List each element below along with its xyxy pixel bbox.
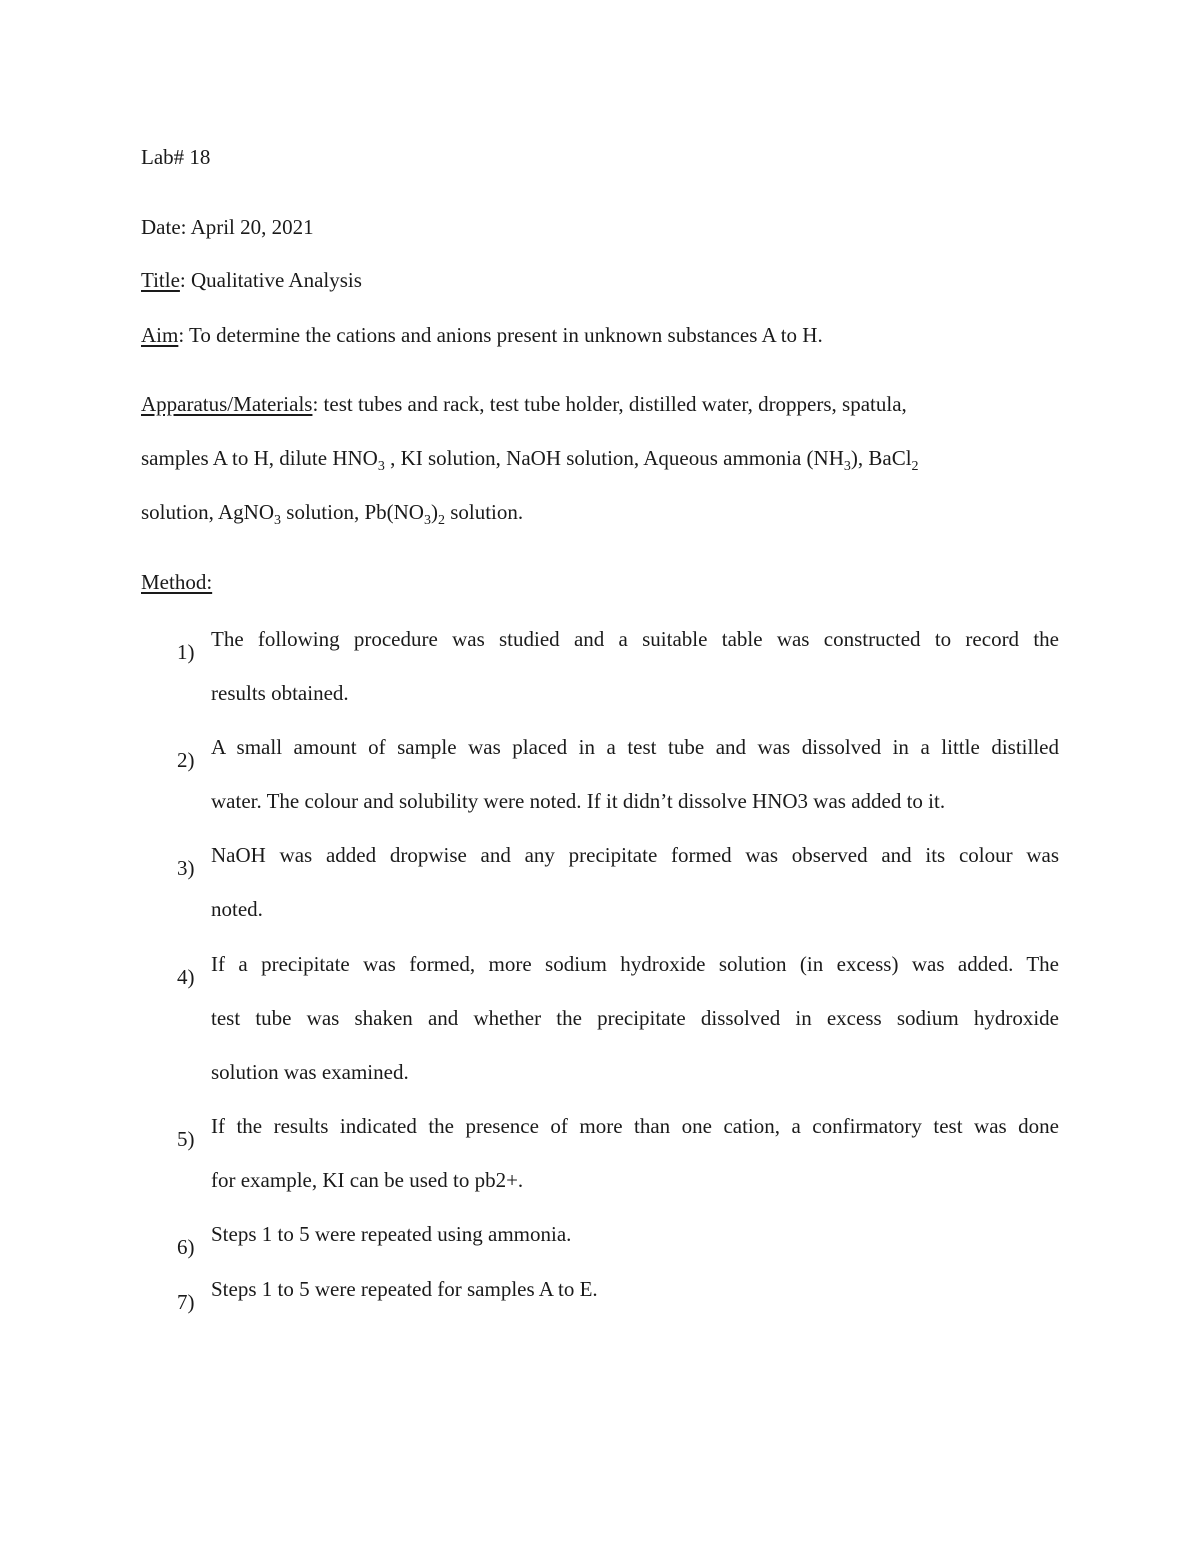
date-line: Date: April 20, 2021	[141, 215, 314, 239]
apparatus-line-1	[141, 391, 907, 417]
item-line: The following procedure was studied and a suitable table was constructed to record the	[211, 627, 1059, 651]
item-line: noted.	[211, 897, 263, 921]
item-text	[211, 1099, 1059, 1207]
apparatus-text-3b: solution, Pb(NO	[281, 500, 424, 524]
item-line: NaOH was added dropwise and any precipitate formed was observed and its colour was	[211, 843, 1059, 867]
item-text	[211, 937, 1059, 1099]
subscript: 2	[437, 513, 445, 529]
title-line	[141, 267, 362, 293]
title-label: Title	[141, 268, 180, 292]
item-text	[211, 720, 1059, 828]
item-number: 3)	[177, 856, 195, 880]
item-line: Steps 1 to 5 were repeated using ammonia.	[211, 1222, 572, 1246]
item-text	[211, 1262, 1059, 1316]
apparatus-text-2c: ), BaCl	[850, 446, 912, 470]
title-value: : Qualitative Analysis	[179, 268, 362, 292]
apparatus-label: Apparatus/Materials	[141, 392, 313, 416]
apparatus-text-2b: , KI solution, NaOH solution, Aqueous ammonia (NH	[384, 446, 844, 470]
aim-line	[141, 322, 823, 348]
aim-label: Aim	[141, 323, 179, 347]
subscript: 3	[274, 513, 282, 529]
item-number: 7)	[177, 1290, 195, 1314]
item-line: If the results indicated the presence of more than one cation, a confirmatory test was done	[211, 1114, 1059, 1138]
item-number: 4)	[177, 965, 195, 989]
apparatus-text-3d: solution.	[444, 500, 524, 524]
method-label: Method:	[141, 570, 213, 594]
item-number: 6)	[177, 1235, 195, 1259]
item-line: Steps 1 to 5 were repeated for samples A to E.	[211, 1277, 598, 1301]
apparatus-line-2	[141, 445, 919, 480]
subscript: 3	[377, 459, 385, 475]
item-number: 5)	[177, 1127, 195, 1151]
item-line: A small amount of sample was placed in a test tube and was dissolved in a little distilled	[211, 735, 1059, 759]
item-line: for example, KI can be used to pb2+.	[211, 1168, 524, 1192]
item-line: results obtained.	[211, 681, 349, 705]
apparatus-text-3a: solution, AgNO	[141, 500, 275, 524]
item-line: test tube was shaken and whether the precipitate dissolved in excess sodium hydroxide	[211, 1006, 1059, 1030]
apparatus-line-3	[141, 499, 523, 534]
item-text	[211, 1207, 1059, 1261]
method-heading	[141, 569, 212, 595]
item-line: water. The colour and solubility were noted. If it didn’t dissolve HNO3 was added to it.	[211, 789, 946, 813]
item-text	[211, 828, 1059, 936]
item-number: 1)	[177, 640, 195, 664]
apparatus-text-3c: )	[430, 500, 438, 524]
subscript: 2	[911, 459, 919, 475]
lab-number: Lab# 18	[141, 145, 211, 169]
item-line: solution was examined.	[211, 1060, 409, 1084]
subscript: 3	[423, 513, 431, 529]
item-line: If a precipitate was formed, more sodium hydroxide solution (in excess) was added. The	[211, 952, 1059, 976]
item-text	[211, 612, 1059, 720]
apparatus-text-1: : test tubes and rack, test tube holder, distilled water, droppers, spatula,	[312, 392, 907, 416]
item-number: 2)	[177, 748, 195, 772]
apparatus-text-2a: samples A to H, dilute HNO	[141, 446, 378, 470]
subscript: 3	[843, 459, 851, 475]
aim-value: : To determine the cations and anions present in unknown substances A to H.	[178, 323, 823, 347]
